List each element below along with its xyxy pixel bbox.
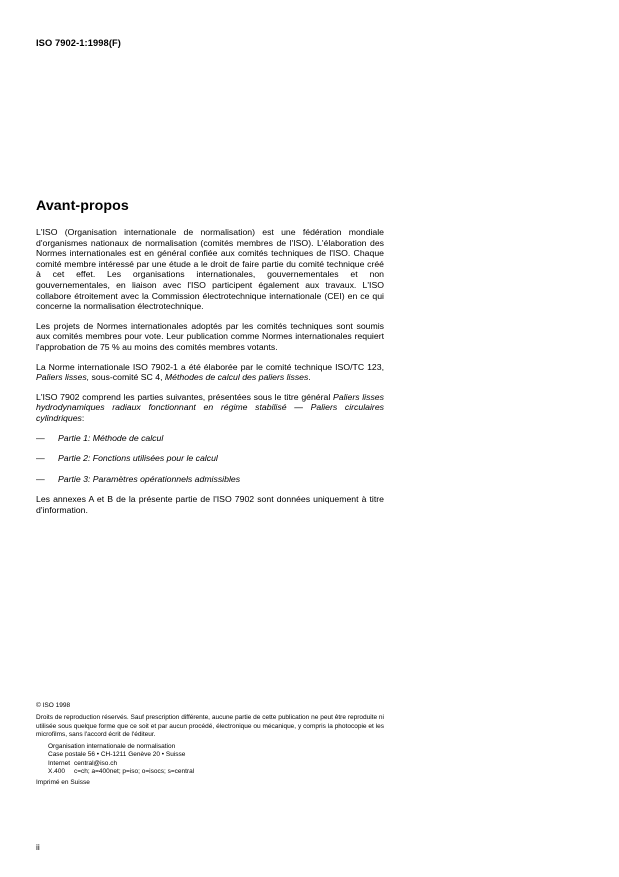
- foreword-paragraph-2: Les projets de Normes internationales adoptés par les comités techniques sont soumis aux comités membres pour vote. Leur publication comme Normes internationales requiert l'approbation de 75 % au moins des comités membres votants.: [36, 320, 384, 352]
- list-item: [36, 474, 384, 485]
- page-number: ii: [36, 842, 40, 852]
- part-3-label: Partie 3: Paramètres opérationnels admissibles: [58, 473, 241, 484]
- internet-row: [48, 760, 384, 768]
- foreword-paragraph-1: L'ISO (Organisation internationale de normalisation) est une fédération mondiale d'organismes nationaux de normalisation (comités membres de l'ISO). L'élaboration des Normes internationales est en général confiée aux comités techniques de l'ISO. Chaque comité membre intéressé par une étude a le droit de faire partie du comité technique créé à cet effet. Les organisations internationales, gouvernementales et non gouvernementales, en liaison avec l'ISO participent également aux travaux. L'ISO collabore étroitement avec la Commission électrotechnique internationale (CEI) en ce qui concerne la normalisation électrotechnique.: [36, 227, 384, 312]
- x400-row: [48, 768, 384, 776]
- x400-label: X.400: [48, 768, 65, 776]
- organisation-name: Organisation internationale de normalisation: [48, 743, 176, 751]
- internet-label: Internet: [48, 759, 71, 767]
- document-id-header: ISO 7902-1:1998(F): [36, 38, 121, 48]
- p3-subcommittee-title: Méthodes de calcul des paliers lisses: [164, 372, 309, 383]
- rights-statement: Droits de reproduction réservés. Sauf prescription différente, aucune partie de cette publication ne peut être reproduite ni utilisée sous quelque forme que ce soit et par aucun procédé, électronique ou mécanique, y compris la photocopie et les microfilms, sans l'accord écrit de l'éditeur.: [36, 714, 384, 738]
- list-dash: —: [36, 473, 45, 484]
- foreword-paragraph-4: [36, 392, 384, 424]
- postal-address: Case postale 56 • CH-1211 Genève 20 • Suisse: [48, 751, 186, 759]
- p3-committee-title: Paliers lisses,: [36, 372, 90, 383]
- list-dash: —: [36, 453, 45, 464]
- copyright-footer: [36, 702, 384, 788]
- printed-in: Imprimé en Suisse: [36, 779, 90, 787]
- list-item: [36, 453, 384, 464]
- p4-text-1: L'ISO 7902 comprend les parties suivantes, présentées sous le titre général: [36, 391, 333, 402]
- internet-value: central@iso.ch: [74, 759, 118, 767]
- copyright-notice: © ISO 1998: [36, 702, 71, 709]
- part-2-label: Partie 2: Fonctions utilisées pour le calcul: [58, 453, 218, 464]
- list-dash: —: [36, 432, 45, 443]
- p3-text-2: sous-comité SC 4,: [89, 372, 165, 383]
- foreword-title: Avant-propos: [36, 198, 129, 214]
- p4-general-title: Paliers lisses hydrodynamiques radiaux fonctionnant en régime stabilisé — Paliers circulaires cylindriques: [36, 391, 384, 423]
- foreword-section: [36, 198, 384, 524]
- p4-text-2: :: [81, 412, 85, 423]
- x400-value: c=ch; a=400net; p=iso; o=isocs; s=central: [74, 768, 195, 776]
- publisher-address: [36, 743, 384, 776]
- foreword-paragraph-3: [36, 362, 384, 383]
- p3-text-3: .: [308, 372, 311, 383]
- list-item: [36, 433, 384, 444]
- foreword-paragraph-5: Les annexes A et B de la présente partie de l'ISO 7902 sont données uniquement à titre d'information.: [36, 494, 384, 515]
- p3-text-1: La Norme internationale ISO 7902-1 a été élaborée par le comité technique ISO/TC 123,: [36, 361, 384, 372]
- part-1-label: Partie 1: Méthode de calcul: [58, 432, 164, 443]
